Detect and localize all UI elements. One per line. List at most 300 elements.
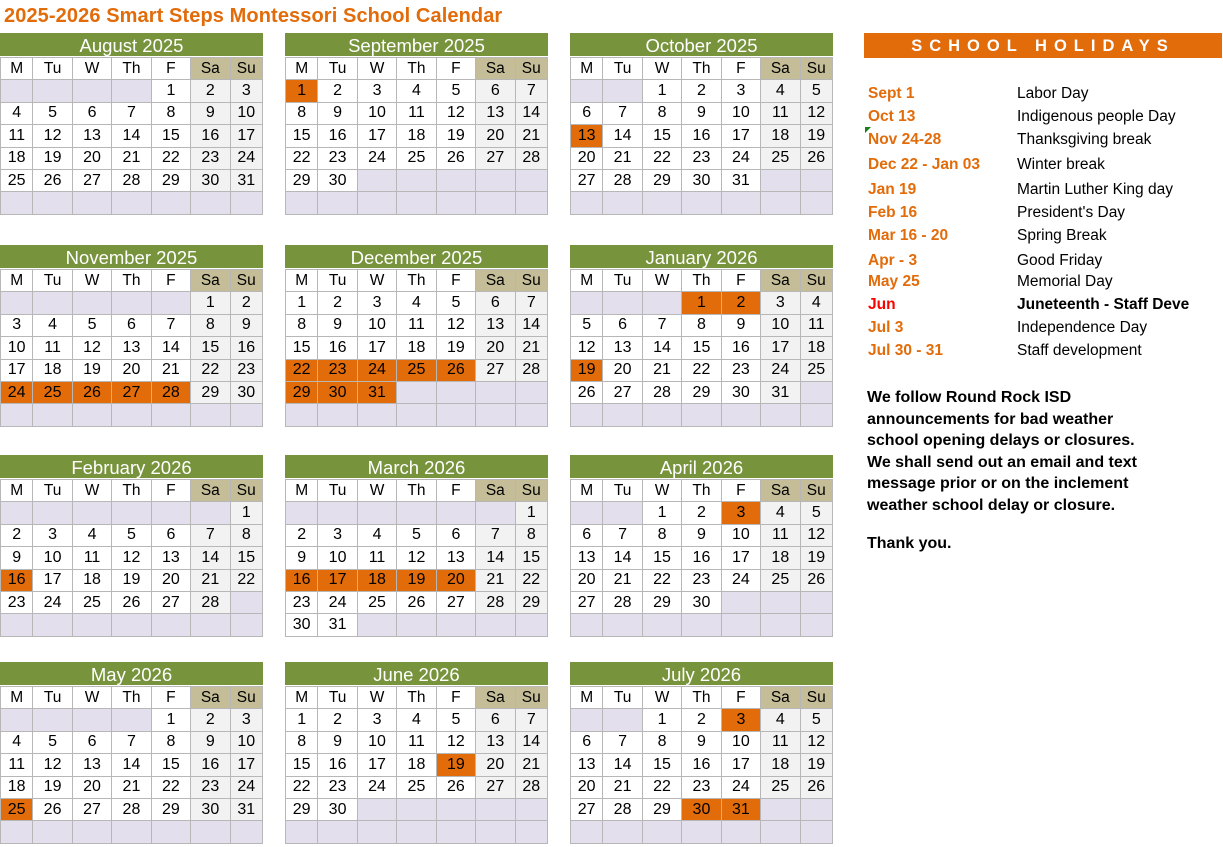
empty-cell: [1, 404, 33, 426]
weekday-header: Tu: [603, 480, 642, 502]
day-cell: 2: [682, 80, 721, 102]
day-cell: 9: [191, 102, 230, 124]
holiday-day-cell: 25: [397, 359, 436, 381]
empty-cell: [286, 821, 318, 843]
day-cell: 10: [230, 102, 262, 124]
day-cell: 31: [761, 381, 800, 403]
day-cell: 11: [357, 547, 396, 569]
day-cell: 5: [436, 292, 475, 314]
day-cell: 29: [642, 591, 681, 613]
empty-cell: [761, 821, 800, 843]
day-cell: 13: [571, 547, 603, 569]
weekday-header: M: [571, 270, 603, 292]
day-cell: 19: [800, 754, 832, 776]
day-cell: 18: [761, 125, 800, 147]
empty-cell: [436, 502, 475, 524]
weekday-header: W: [357, 58, 396, 80]
day-cell: 17: [721, 125, 760, 147]
month-days-table: [285, 479, 548, 637]
day-cell: 4: [761, 80, 800, 102]
holiday-day-cell: 27: [112, 381, 151, 403]
day-cell: 27: [571, 798, 603, 820]
day-cell: 21: [642, 359, 681, 381]
month-block: [285, 662, 548, 844]
weekday-header: F: [436, 687, 475, 709]
holiday-date: Nov 24-28: [868, 131, 942, 148]
empty-cell: [761, 591, 800, 613]
weekday-header: F: [721, 58, 760, 80]
empty-cell: [761, 798, 800, 820]
day-cell: 3: [357, 292, 396, 314]
weekday-header: Su: [800, 687, 832, 709]
day-cell: 1: [515, 502, 547, 524]
day-cell: 16: [230, 337, 262, 359]
day-cell: 10: [357, 731, 396, 753]
notice-line: We shall send out an email and text: [867, 453, 1137, 471]
day-cell: 21: [112, 776, 151, 798]
empty-cell: [230, 614, 262, 636]
day-cell: 7: [112, 102, 151, 124]
empty-cell: [318, 821, 357, 843]
empty-cell: [112, 80, 151, 102]
day-cell: 18: [33, 359, 72, 381]
day-cell: 22: [230, 569, 262, 591]
holiday-date: Mar 16 - 20: [868, 227, 949, 244]
holiday-day-cell: 24: [357, 359, 396, 381]
day-cell: 1: [151, 80, 190, 102]
empty-cell: [357, 821, 396, 843]
month-title: May 2026: [0, 662, 263, 686]
day-cell: 25: [397, 776, 436, 798]
holiday-day-cell: 30: [318, 381, 357, 403]
empty-cell: [397, 502, 436, 524]
day-cell: 24: [318, 591, 357, 613]
empty-cell: [603, 709, 642, 731]
month-title: January 2026: [570, 245, 833, 269]
holiday-name: Memorial Day: [1017, 273, 1113, 290]
day-cell: 1: [642, 80, 681, 102]
empty-cell: [721, 591, 760, 613]
holiday-day-cell: 3: [721, 709, 760, 731]
weekday-header: Tu: [33, 480, 72, 502]
holiday-date: Oct 13: [868, 108, 916, 125]
day-cell: 10: [230, 731, 262, 753]
month-days-table: [570, 269, 833, 427]
day-cell: 20: [603, 359, 642, 381]
empty-cell: [761, 404, 800, 426]
holiday-name: Spring Break: [1017, 227, 1107, 244]
day-cell: 21: [603, 776, 642, 798]
weekday-header: M: [571, 480, 603, 502]
day-cell: 10: [357, 314, 396, 336]
holiday-day-cell: 29: [286, 381, 318, 403]
empty-cell: [721, 192, 760, 214]
day-cell: 5: [72, 314, 111, 336]
empty-cell: [33, 404, 72, 426]
weekday-header: M: [1, 687, 33, 709]
day-cell: 4: [397, 80, 436, 102]
day-cell: 20: [112, 359, 151, 381]
day-cell: 17: [357, 125, 396, 147]
notice-line: announcements for bad weather: [867, 410, 1114, 428]
day-cell: 19: [800, 125, 832, 147]
weekday-header: Th: [397, 687, 436, 709]
weekday-header: M: [1, 270, 33, 292]
holiday-day-cell: 31: [721, 798, 760, 820]
weekday-header: M: [571, 58, 603, 80]
empty-cell: [72, 821, 111, 843]
month-block: [0, 245, 263, 427]
day-cell: 10: [721, 102, 760, 124]
day-cell: 28: [603, 798, 642, 820]
day-cell: 29: [682, 381, 721, 403]
day-cell: 2: [318, 80, 357, 102]
day-cell: 7: [603, 102, 642, 124]
day-cell: 23: [191, 776, 230, 798]
day-cell: 17: [1, 359, 33, 381]
day-cell: 26: [33, 169, 72, 191]
day-cell: 16: [191, 125, 230, 147]
weekday-header: Su: [230, 687, 262, 709]
day-cell: 22: [151, 776, 190, 798]
day-cell: 18: [72, 569, 111, 591]
holiday-day-cell: 19: [571, 359, 603, 381]
day-cell: 20: [571, 147, 603, 169]
holiday-day-cell: 17: [318, 569, 357, 591]
empty-cell: [230, 821, 262, 843]
day-cell: 21: [603, 147, 642, 169]
day-cell: 8: [286, 102, 318, 124]
empty-cell: [515, 614, 547, 636]
day-cell: 1: [151, 709, 190, 731]
day-cell: 30: [682, 591, 721, 613]
day-cell: 12: [800, 731, 832, 753]
weekday-header: Th: [397, 480, 436, 502]
day-cell: 2: [318, 709, 357, 731]
empty-cell: [571, 80, 603, 102]
day-cell: 7: [515, 709, 547, 731]
day-cell: 26: [571, 381, 603, 403]
day-cell: 18: [397, 754, 436, 776]
day-cell: 28: [112, 798, 151, 820]
month-days-table: [570, 479, 833, 637]
empty-cell: [436, 614, 475, 636]
day-cell: 3: [230, 709, 262, 731]
empty-cell: [642, 292, 681, 314]
day-cell: 3: [761, 292, 800, 314]
day-cell: 29: [151, 169, 190, 191]
day-cell: 24: [721, 147, 760, 169]
day-cell: 22: [682, 359, 721, 381]
day-cell: 6: [571, 731, 603, 753]
holiday-date: Jan 19: [868, 181, 917, 198]
empty-cell: [397, 169, 436, 191]
holiday-day-cell: 28: [151, 381, 190, 403]
weekday-header: Su: [230, 480, 262, 502]
month-title: November 2025: [0, 245, 263, 269]
day-cell: 23: [230, 359, 262, 381]
day-cell: 10: [33, 547, 72, 569]
day-cell: 7: [603, 731, 642, 753]
empty-cell: [800, 192, 832, 214]
empty-cell: [397, 381, 436, 403]
empty-cell: [515, 404, 547, 426]
month-block: [570, 33, 833, 215]
day-cell: 9: [721, 314, 760, 336]
day-cell: 1: [191, 292, 230, 314]
day-cell: 19: [72, 359, 111, 381]
weekday-header: W: [642, 480, 681, 502]
day-cell: 24: [357, 776, 396, 798]
empty-cell: [436, 798, 475, 820]
weekday-header: M: [1, 58, 33, 80]
day-cell: 13: [476, 102, 515, 124]
empty-cell: [436, 192, 475, 214]
day-cell: 16: [318, 337, 357, 359]
empty-cell: [33, 292, 72, 314]
empty-cell: [397, 821, 436, 843]
empty-cell: [682, 821, 721, 843]
day-cell: 8: [191, 314, 230, 336]
day-cell: 18: [1, 776, 33, 798]
holiday-name: Labor Day: [1017, 85, 1089, 102]
empty-cell: [230, 192, 262, 214]
day-cell: 6: [603, 314, 642, 336]
empty-cell: [286, 404, 318, 426]
empty-cell: [72, 614, 111, 636]
day-cell: 12: [72, 337, 111, 359]
day-cell: 13: [436, 547, 475, 569]
empty-cell: [571, 821, 603, 843]
day-cell: 12: [571, 337, 603, 359]
day-cell: 7: [603, 524, 642, 546]
empty-cell: [397, 798, 436, 820]
empty-cell: [1, 821, 33, 843]
day-cell: 12: [436, 314, 475, 336]
month-title: March 2026: [285, 455, 548, 479]
holiday-day-cell: 31: [357, 381, 396, 403]
weekday-header: Su: [515, 480, 547, 502]
weekday-header: Tu: [318, 687, 357, 709]
weekday-header: F: [721, 480, 760, 502]
weekday-header: W: [642, 58, 681, 80]
day-cell: 28: [642, 381, 681, 403]
empty-cell: [761, 614, 800, 636]
month-days-table: [570, 57, 833, 215]
day-cell: 23: [1, 591, 33, 613]
weekday-header: Th: [682, 270, 721, 292]
weekday-header: Th: [112, 687, 151, 709]
day-cell: 21: [112, 147, 151, 169]
empty-cell: [571, 502, 603, 524]
empty-cell: [571, 614, 603, 636]
day-cell: 24: [721, 776, 760, 798]
day-cell: 26: [800, 147, 832, 169]
month-days-table: [0, 479, 263, 637]
day-cell: 8: [642, 102, 681, 124]
day-cell: 1: [286, 709, 318, 731]
day-cell: 9: [1, 547, 33, 569]
day-cell: 5: [397, 524, 436, 546]
month-days-table: [285, 57, 548, 215]
day-cell: 6: [436, 524, 475, 546]
thank-you-text: Thank you.: [867, 535, 952, 552]
holiday-day-cell: 16: [1, 569, 33, 591]
day-cell: 29: [151, 798, 190, 820]
day-cell: 27: [571, 591, 603, 613]
day-cell: 22: [286, 776, 318, 798]
day-cell: 10: [357, 102, 396, 124]
day-cell: 15: [642, 754, 681, 776]
holiday-name: Thanksgiving break: [1017, 131, 1152, 148]
empty-cell: [800, 591, 832, 613]
day-cell: 14: [112, 754, 151, 776]
day-cell: 8: [286, 314, 318, 336]
empty-cell: [357, 798, 396, 820]
day-cell: 27: [476, 359, 515, 381]
holiday-day-cell: 23: [318, 359, 357, 381]
holiday-day-cell: 1: [682, 292, 721, 314]
empty-cell: [33, 709, 72, 731]
day-cell: 19: [436, 337, 475, 359]
weekday-header: Su: [515, 687, 547, 709]
weekday-header: Sa: [191, 270, 230, 292]
empty-cell: [476, 614, 515, 636]
day-cell: 7: [112, 731, 151, 753]
day-cell: 22: [286, 147, 318, 169]
empty-cell: [318, 502, 357, 524]
day-cell: 28: [191, 591, 230, 613]
day-cell: 3: [721, 80, 760, 102]
empty-cell: [397, 614, 436, 636]
holiday-name: Good Friday: [1017, 252, 1103, 269]
day-cell: 15: [682, 337, 721, 359]
day-cell: 23: [682, 776, 721, 798]
day-cell: 1: [642, 709, 681, 731]
holiday-day-cell: 1: [286, 80, 318, 102]
empty-cell: [286, 192, 318, 214]
day-cell: 30: [318, 169, 357, 191]
month-title: July 2026: [570, 662, 833, 686]
empty-cell: [476, 502, 515, 524]
weekday-header: Su: [800, 58, 832, 80]
empty-cell: [515, 192, 547, 214]
day-cell: 22: [642, 776, 681, 798]
day-cell: 28: [515, 147, 547, 169]
day-cell: 16: [318, 125, 357, 147]
empty-cell: [151, 192, 190, 214]
weekday-header: W: [72, 687, 111, 709]
day-cell: 25: [1, 169, 33, 191]
day-cell: 17: [721, 547, 760, 569]
day-cell: 26: [33, 798, 72, 820]
holiday-date: Sept 1: [868, 85, 915, 102]
day-cell: 12: [112, 547, 151, 569]
day-cell: 7: [151, 314, 190, 336]
day-cell: 20: [72, 776, 111, 798]
day-cell: 15: [286, 125, 318, 147]
empty-cell: [357, 192, 396, 214]
empty-cell: [191, 821, 230, 843]
weather-notice: [867, 387, 1217, 516]
day-cell: 25: [761, 147, 800, 169]
day-cell: 21: [515, 337, 547, 359]
day-cell: 14: [603, 754, 642, 776]
holiday-date: Feb 16: [868, 204, 918, 221]
day-cell: 30: [721, 381, 760, 403]
day-cell: 20: [476, 125, 515, 147]
day-cell: 29: [286, 169, 318, 191]
holiday-day-cell: 22: [286, 359, 318, 381]
month-days-table: [0, 57, 263, 215]
day-cell: 20: [151, 569, 190, 591]
empty-cell: [571, 192, 603, 214]
empty-cell: [515, 798, 547, 820]
holiday-day-cell: 3: [721, 502, 760, 524]
holiday-date: Jul 3: [868, 319, 904, 336]
weekday-header: F: [151, 270, 190, 292]
empty-cell: [603, 502, 642, 524]
day-cell: 27: [476, 776, 515, 798]
empty-cell: [357, 502, 396, 524]
empty-cell: [603, 80, 642, 102]
day-cell: 9: [682, 102, 721, 124]
day-cell: 6: [72, 102, 111, 124]
empty-cell: [721, 404, 760, 426]
weekday-header: Sa: [761, 480, 800, 502]
weekday-header: Sa: [761, 270, 800, 292]
empty-cell: [397, 192, 436, 214]
day-cell: 8: [515, 524, 547, 546]
day-cell: 19: [112, 569, 151, 591]
day-cell: 17: [721, 754, 760, 776]
weekday-header: Th: [682, 480, 721, 502]
holiday-date: Jun: [868, 296, 896, 313]
day-cell: 6: [476, 80, 515, 102]
holiday-day-cell: 25: [1, 798, 33, 820]
day-cell: 8: [682, 314, 721, 336]
month-block: [570, 455, 833, 637]
day-cell: 21: [191, 569, 230, 591]
page-title: 2025-2026 Smart Steps Montessori School Calendar: [4, 5, 503, 27]
day-cell: 9: [286, 547, 318, 569]
day-cell: 23: [191, 147, 230, 169]
day-cell: 4: [357, 524, 396, 546]
day-cell: 22: [515, 569, 547, 591]
empty-cell: [603, 404, 642, 426]
month-days-table: [570, 686, 833, 844]
day-cell: 29: [642, 169, 681, 191]
weekday-header: Tu: [33, 687, 72, 709]
empty-cell: [72, 192, 111, 214]
empty-cell: [436, 404, 475, 426]
day-cell: 25: [761, 776, 800, 798]
day-cell: 15: [230, 547, 262, 569]
empty-cell: [515, 381, 547, 403]
weekday-header: Th: [682, 58, 721, 80]
day-cell: 27: [72, 169, 111, 191]
empty-cell: [151, 502, 190, 524]
weekday-header: Sa: [191, 687, 230, 709]
day-cell: 20: [571, 569, 603, 591]
weekday-header: F: [151, 58, 190, 80]
day-cell: 8: [230, 524, 262, 546]
day-cell: 11: [761, 102, 800, 124]
empty-cell: [476, 798, 515, 820]
day-cell: 24: [357, 147, 396, 169]
weekday-header: Tu: [33, 58, 72, 80]
day-cell: 4: [397, 709, 436, 731]
